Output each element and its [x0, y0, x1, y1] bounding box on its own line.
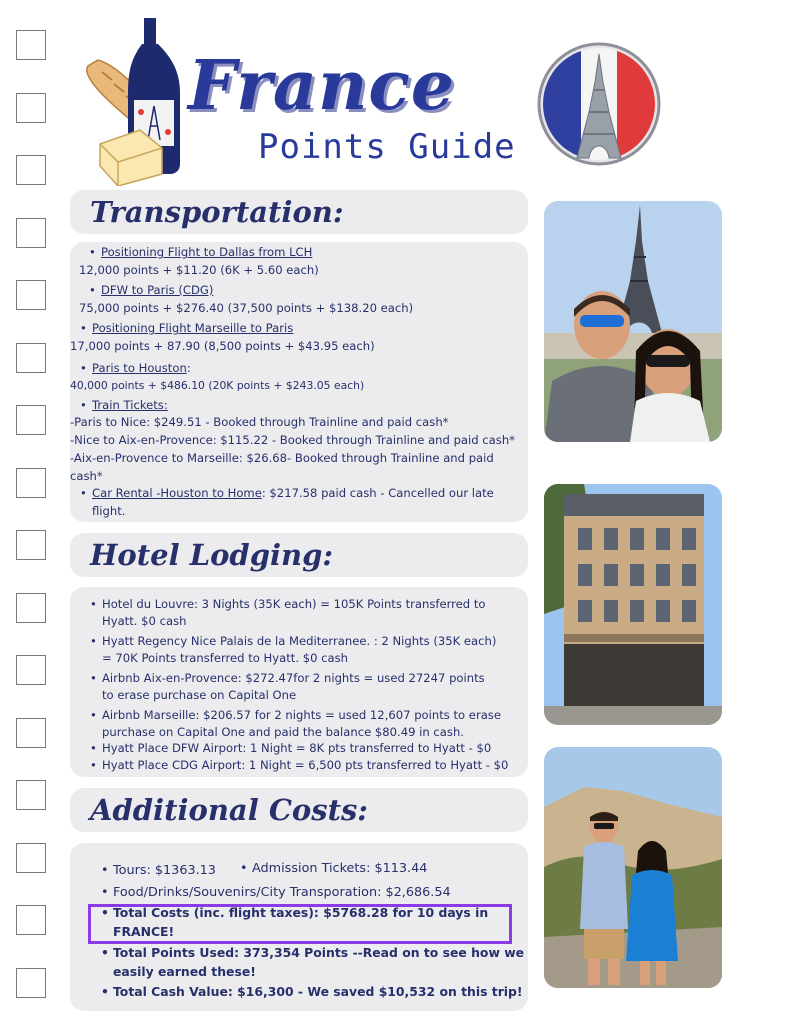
train-detail: -Aix-en-Provence to Marseille: $26.68- Booked through Trainline and paid [70, 451, 494, 465]
transport-item: • Car Rental -Houston to Home: $217.58 paid cash - Cancelled our late [92, 487, 494, 500]
transportation-heading: Transportation: [90, 195, 344, 229]
hotel-item-cont: Hyatt. $0 cash [102, 614, 187, 628]
transport-link-train[interactable]: Train Tickets: [92, 398, 168, 412]
hotel-item: • Hyatt Place DFW Airport: 1 Night = 8K pts transferred to Hyatt - $0 [102, 742, 491, 755]
checkbox[interactable] [16, 155, 46, 185]
train-detail: -Nice to Aix-en-Provence: $115.22 - Booked through Trainline and paid cash* [70, 433, 515, 447]
transport-link-dfw-paris[interactable]: DFW to Paris (CDG) [101, 283, 214, 297]
train-detail: -Paris to Nice: $249.51 - Booked through Trainline and paid cash* [70, 415, 449, 429]
train-detail: cash* [70, 469, 103, 483]
checkbox[interactable] [16, 343, 46, 373]
checkbox[interactable] [16, 843, 46, 873]
additional-heading: Additional Costs: [90, 793, 368, 827]
photo-hotel-facade [544, 484, 722, 725]
total-costs: • Total Costs (inc. flight taxes): $5768.28 for 10 days in [113, 906, 488, 920]
transport-link-paris-houston[interactable]: Paris to Houston [92, 361, 187, 375]
hotel-item: • Airbnb Marseille: $206.57 for 2 nights = used 12,607 points to erase [102, 709, 501, 722]
transport-item [101, 284, 213, 297]
total-points-used-cont: easily earned these! [113, 964, 256, 979]
transport-link-car-rental[interactable]: Car Rental -Houston to Home [92, 486, 262, 500]
checkbox[interactable] [16, 780, 46, 810]
transport-detail: 75,000 points + $276.40 (37,500 points + $138.20 each) [79, 301, 414, 315]
transport-item [92, 322, 293, 335]
cost-admission: • Admission Tickets: $113.44 [252, 862, 427, 877]
checkbox[interactable] [16, 405, 46, 435]
transport-item [101, 246, 312, 259]
checkbox[interactable] [16, 468, 46, 498]
transport-link-dallas[interactable]: Positioning Flight to Dallas from LCH [101, 245, 313, 259]
total-points-used: • Total Points Used: 373,354 Points --Read on to see how we [113, 946, 524, 960]
transport-item: • Paris to Houston: [92, 362, 191, 375]
photo-eiffel-couple [544, 201, 722, 442]
hotel-item: • Hyatt Place CDG Airport: 1 Night = 6,500 pts transferred to Hyatt - $0 [102, 759, 508, 772]
hotel-item: • Airbnb Aix-en-Provence: $272.47for 2 nights = used 27247 points [102, 672, 485, 685]
baguette-wine-cheese-illustration [78, 14, 190, 186]
transport-link-marseille-paris[interactable]: Positioning Flight Marseille to Paris [92, 321, 294, 335]
hotel-item-cont: purchase on Capital One and paid the balance $80.49 in cash. [102, 725, 464, 739]
transport-detail: 17,000 points + 87.90 (8,500 points + $43.95 each) [70, 339, 375, 353]
cost-tours: • Tours: $1363.13 [113, 864, 216, 879]
total-cash-value: • Total Cash Value: $16,300 - We saved $10,532 on this trip! [113, 985, 523, 999]
cost-food: • Food/Drinks/Souvenirs/City Transporation: $2,686.54 [113, 886, 451, 901]
hotel-item: • Hotel du Louvre: 3 Nights (35K each) = 105K Points transferred to [102, 598, 486, 611]
french-flag-eiffel-icon [537, 42, 661, 166]
checkbox[interactable] [16, 655, 46, 685]
page-subtitle: Points Guide [258, 127, 516, 167]
checkbox[interactable] [16, 218, 46, 248]
checkbox[interactable] [16, 593, 46, 623]
transport-item [92, 399, 168, 412]
transport-detail: 12,000 points + $11.20 (6K + 5.60 each) [79, 263, 319, 277]
checkbox[interactable] [16, 280, 46, 310]
hotel-item-cont: = 70K Points transferred to Hyatt. $0 cash [102, 651, 348, 665]
hotel-heading: Hotel Lodging: [90, 538, 334, 572]
hotel-item-cont: to erase purchase on Capital One [102, 688, 297, 702]
checkbox[interactable] [16, 718, 46, 748]
transport-detail: 40,000 points + $486.10 (20K points + $243.05 each) [70, 379, 365, 392]
checkbox[interactable] [16, 905, 46, 935]
transport-detail: flight. [92, 504, 126, 518]
total-costs-cont: FRANCE! [113, 924, 175, 939]
checkbox[interactable] [16, 93, 46, 123]
photo-hilltop-village-couple [544, 747, 722, 988]
checkbox[interactable] [16, 968, 46, 998]
page-title: France [188, 46, 456, 126]
checkbox[interactable] [16, 530, 46, 560]
hotel-item: • Hyatt Regency Nice Palais de la Mediterranee. : 2 Nights (35K each) [102, 635, 496, 648]
checkbox[interactable] [16, 30, 46, 60]
